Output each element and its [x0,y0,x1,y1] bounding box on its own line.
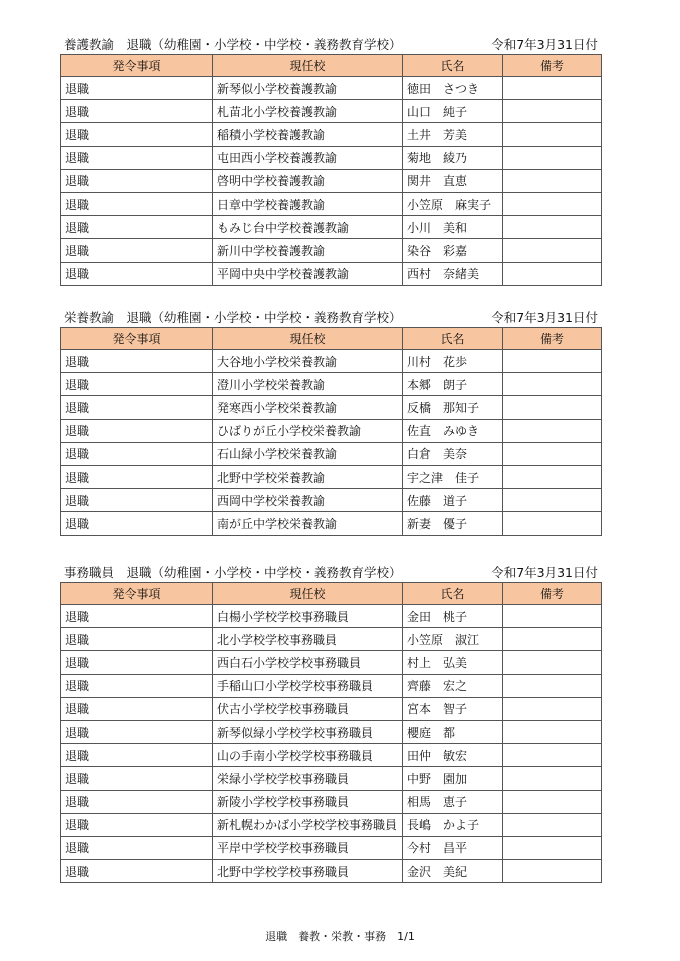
cell-action: 退職 [61,628,213,651]
table-row [61,744,602,767]
section-title: 事務職員 退職（幼稚園・小学校・中学校・義務教育学校） [64,565,402,580]
cell-school: 大谷地小学校栄養教諭 [213,350,403,373]
cell-school: 北野中学校栄養教諭 [213,465,403,488]
cell-action: 退職 [61,419,213,442]
cell-remarks [503,697,602,720]
cell-action: 退職 [61,605,213,628]
cell-school: 西白石小学校学校事務職員 [213,651,403,674]
cell-action: 退職 [61,77,213,100]
section-title: 栄養教諭 退職（幼稚園・小学校・中学校・義務教育学校） [64,310,402,325]
table-row [61,860,602,883]
cell-name: 金田 桃子 [403,605,503,628]
cell-name: 金沢 美紀 [403,860,503,883]
cell-remarks [503,169,602,192]
cell-action: 退職 [61,442,213,465]
cell-remarks [503,146,602,169]
cell-school: 西岡中学校栄養教諭 [213,489,403,512]
cell-remarks [503,216,602,239]
cell-remarks [503,790,602,813]
cell-remarks [503,860,602,883]
cell-remarks [503,77,602,100]
section-header [60,305,601,327]
cell-name: 櫻庭 都 [403,720,503,743]
table-row [61,77,602,100]
cell-remarks [503,674,602,697]
table-row [61,767,602,790]
cell-remarks [503,350,602,373]
cell-name: 白倉 美奈 [403,442,503,465]
cell-name: 川村 花歩 [403,350,503,373]
cell-school: 日章中学校養護教諭 [213,192,403,215]
cell-school: 新琴似緑小学校学校事務職員 [213,720,403,743]
section-date: 令和7年3月31日付 [491,565,598,580]
cell-action: 退職 [61,169,213,192]
cell-remarks [503,262,602,285]
cell-remarks [503,744,602,767]
cell-action: 退職 [61,512,213,535]
cell-name: 小笠原 麻実子 [403,192,503,215]
cell-remarks [503,836,602,859]
header-cell-name: 氏名 [403,583,503,605]
table-row [61,216,602,239]
roster-table [60,54,602,286]
cell-action: 退職 [61,813,213,836]
cell-name: 土井 芳美 [403,123,503,146]
cell-action: 退職 [61,350,213,373]
cell-remarks [503,512,602,535]
table-header-row [61,328,602,350]
cell-remarks [503,651,602,674]
section-title: 養護教諭 退職（幼稚園・小学校・中学校・義務教育学校） [64,37,402,52]
cell-name: 山口 純子 [403,100,503,123]
section-header [60,32,601,54]
table-row [61,465,602,488]
cell-school: 栄緑小学校学校事務職員 [213,767,403,790]
cell-name: 宇之津 佳子 [403,465,503,488]
cell-remarks [503,419,602,442]
cell-remarks [503,628,602,651]
cell-name: 齊藤 宏之 [403,674,503,697]
cell-remarks [503,813,602,836]
cell-school: 新川中学校養護教諭 [213,239,403,262]
cell-remarks [503,605,602,628]
cell-school: 新札幌わかば小学校学校事務職員 [213,813,403,836]
cell-name: 宮本 智子 [403,697,503,720]
cell-name: 中野 園加 [403,767,503,790]
cell-school: 新琴似小学校養護教諭 [213,77,403,100]
table-row [61,697,602,720]
page-footer: 退職 養教・栄教・事務 1/1 [265,930,415,943]
table-row [61,373,602,396]
cell-remarks [503,489,602,512]
table-row [61,674,602,697]
cell-name: 佐藤 道子 [403,489,503,512]
table-row [61,262,602,285]
cell-action: 退職 [61,146,213,169]
table-header-row [61,583,602,605]
header-cell-action: 発令事項 [61,583,213,605]
cell-school: ひばりが丘小学校栄養教諭 [213,419,403,442]
cell-school: 手稲山口小学校学校事務職員 [213,674,403,697]
roster-table [60,582,602,883]
table-row [61,100,602,123]
table-row [61,605,602,628]
cell-name: 今村 昌平 [403,836,503,859]
cell-school: 北小学校学校事務職員 [213,628,403,651]
table-row [61,836,602,859]
table-header-row [61,55,602,77]
cell-name: 村上 弘美 [403,651,503,674]
header-cell-action: 発令事項 [61,328,213,350]
cell-name: 染谷 彩嘉 [403,239,503,262]
cell-action: 退職 [61,651,213,674]
cell-action: 退職 [61,674,213,697]
cell-remarks [503,100,602,123]
cell-name: 相馬 恵子 [403,790,503,813]
table-row [61,396,602,419]
table-row [61,628,602,651]
cell-school: 平岸中学校学校事務職員 [213,836,403,859]
table-row [61,442,602,465]
cell-remarks [503,465,602,488]
table-row [61,419,602,442]
cell-name: 小笠原 淑江 [403,628,503,651]
header-cell-school: 現任校 [213,583,403,605]
cell-action: 退職 [61,697,213,720]
cell-name: 西村 奈緒美 [403,262,503,285]
cell-action: 退職 [61,100,213,123]
header-cell-remarks: 備考 [503,55,602,77]
cell-remarks [503,720,602,743]
section-header [60,560,601,582]
section-yogo [60,32,601,286]
cell-school: 札苗北小学校養護教諭 [213,100,403,123]
cell-name: 新妻 優子 [403,512,503,535]
cell-school: 山の手南小学校学校事務職員 [213,744,403,767]
cell-name: 反橋 那知子 [403,396,503,419]
section-eiyo [60,305,601,536]
cell-action: 退職 [61,216,213,239]
cell-action: 退職 [61,489,213,512]
table-row [61,350,602,373]
section-date: 令和7年3月31日付 [491,37,598,52]
cell-school: 澄川小学校栄養教諭 [213,373,403,396]
section-jimu [60,560,601,883]
table-row [61,239,602,262]
cell-name: 徳田 さつき [403,77,503,100]
header-cell-name: 氏名 [403,328,503,350]
cell-action: 退職 [61,744,213,767]
cell-name: 本郷 朗子 [403,373,503,396]
cell-action: 退職 [61,767,213,790]
table-row [61,790,602,813]
table-row [61,169,602,192]
cell-school: 白楊小学校学校事務職員 [213,605,403,628]
table-row [61,651,602,674]
cell-remarks [503,123,602,146]
table-row [61,192,602,215]
roster-table [60,327,602,536]
cell-action: 退職 [61,239,213,262]
cell-remarks [503,767,602,790]
table-row [61,123,602,146]
cell-school: 南が丘中学校栄養教諭 [213,512,403,535]
cell-school: 発寒西小学校栄養教諭 [213,396,403,419]
table-row [61,720,602,743]
header-cell-school: 現任校 [213,328,403,350]
cell-name: 関井 直恵 [403,169,503,192]
cell-action: 退職 [61,790,213,813]
cell-action: 退職 [61,373,213,396]
cell-remarks [503,192,602,215]
cell-school: 伏古小学校学校事務職員 [213,697,403,720]
cell-school: 新陵小学校学校事務職員 [213,790,403,813]
cell-school: 平岡中央中学校養護教諭 [213,262,403,285]
cell-action: 退職 [61,720,213,743]
cell-action: 退職 [61,262,213,285]
cell-action: 退職 [61,836,213,859]
cell-school: もみじ台中学校養護教諭 [213,216,403,239]
header-cell-remarks: 備考 [503,583,602,605]
cell-name: 田仲 敏宏 [403,744,503,767]
cell-remarks [503,396,602,419]
cell-school: 北野中学校学校事務職員 [213,860,403,883]
cell-remarks [503,373,602,396]
header-cell-remarks: 備考 [503,328,602,350]
cell-name: 佐直 みゆき [403,419,503,442]
cell-school: 屯田西小学校養護教諭 [213,146,403,169]
cell-action: 退職 [61,396,213,419]
cell-action: 退職 [61,860,213,883]
cell-remarks [503,239,602,262]
cell-action: 退職 [61,123,213,146]
cell-remarks [503,442,602,465]
table-row [61,146,602,169]
header-cell-action: 発令事項 [61,55,213,77]
header-cell-name: 氏名 [403,55,503,77]
cell-school: 稲積小学校養護教諭 [213,123,403,146]
table-row [61,489,602,512]
table-row [61,512,602,535]
cell-name: 小川 美和 [403,216,503,239]
cell-school: 啓明中学校養護教諭 [213,169,403,192]
cell-action: 退職 [61,465,213,488]
header-cell-school: 現任校 [213,55,403,77]
section-date: 令和7年3月31日付 [491,310,598,325]
table-row [61,813,602,836]
cell-school: 石山緑小学校栄養教諭 [213,442,403,465]
cell-action: 退職 [61,192,213,215]
cell-name: 菊地 綾乃 [403,146,503,169]
cell-name: 長嶋 かよ子 [403,813,503,836]
